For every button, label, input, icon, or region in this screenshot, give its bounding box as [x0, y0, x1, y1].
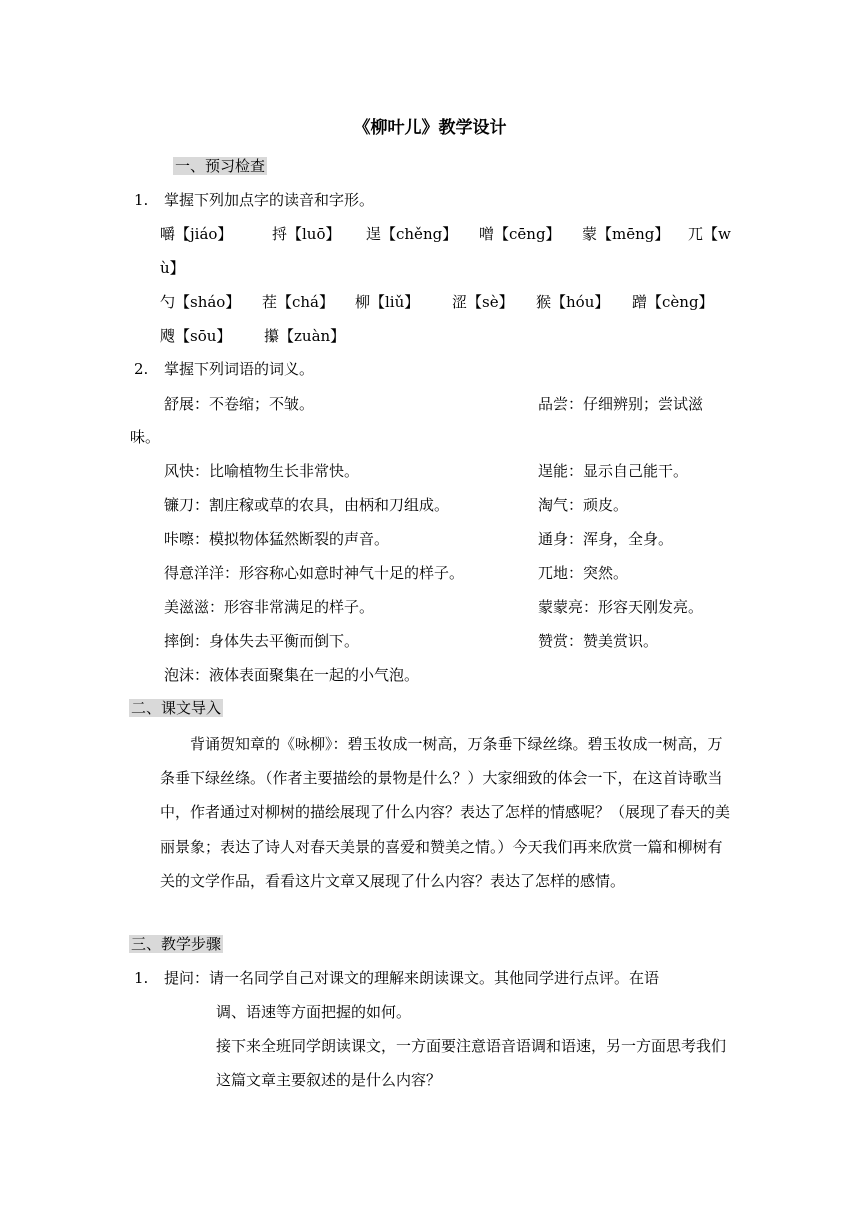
- vocab-entry: 兀地：突然。: [538, 564, 629, 582]
- vocab-entry: 淘气：顽皮。: [538, 496, 629, 514]
- pinyin-entry: 蹭【cèng】: [632, 293, 714, 311]
- pinyin-entry: 勺【sháo】: [160, 293, 241, 311]
- list-item: [134, 358, 314, 380]
- pinyin-entry: 蒙【mēng】: [582, 225, 670, 243]
- vocab-entry: 逞能：显示自己能干。: [538, 462, 689, 480]
- vocab-entry: 摔倒：身体失去平衡而倒下。: [164, 632, 360, 650]
- pinyin-entry: 飕【sōu】: [160, 327, 232, 345]
- vocab-entry: 赞赏：赞美赏识。: [538, 632, 659, 650]
- section-heading-label: 三、教学步骤: [131, 935, 222, 953]
- section-heading-label: 一、预习检查: [175, 157, 266, 175]
- document-title: 《柳叶儿》教学设计: [353, 118, 507, 138]
- pinyin-entry: 攥【zuàn】: [264, 327, 346, 345]
- list-item: [134, 189, 374, 211]
- vocab-entry: 美滋滋：形容非常满足的样子。: [164, 598, 375, 616]
- vocab-entry: 泡沫：液体表面聚集在一起的小气泡。: [164, 666, 420, 684]
- section-heading-label: 二、课文导入: [131, 699, 222, 717]
- vocab-entry: 舒展：不卷缩；不皱。: [164, 395, 315, 413]
- pinyin-entry-wrap: ù】: [160, 259, 185, 277]
- list-item-continuation: 调、语速等方面把握的如何。: [216, 1003, 412, 1021]
- list-item: [134, 967, 659, 989]
- intro-paragraph-text: 背诵贺知章的《咏柳》：碧玉妆成一树高，万条垂下绿丝绦。碧玉妆成一树高，万条垂下绿丝绦。（作者主要描绘的景物是什么？）大家细致的体会一下，在这首诗歌当中，作者通过对柳树的描绘展现了什么内容？表达了怎样的情感呢？（展现了春天的美丽景象；表达了诗人对春天美景的喜爱和赞美之情。）今天我们再来欣赏一篇和柳树有关的文学作品，看看这片文章又展现了什么内容？表达了怎样的感情。: [160, 735, 731, 890]
- vocab-entry: 咔嚓：模拟物体猛然断裂的声音。: [164, 530, 390, 548]
- list-item-text: 掌握下列词语的词义。: [164, 360, 315, 378]
- pinyin-entry: 柳【liǔ】: [355, 293, 420, 311]
- vocab-entry: 通身：浑身，全身。: [538, 530, 674, 548]
- pinyin-entry: 涩【sè】: [452, 293, 514, 311]
- list-item-text: 提问：请一名同学自己对课文的理解来朗读课文。其他同学进行点评。在语: [164, 969, 660, 987]
- vocab-entry: 蒙蒙亮：形容天刚发亮。: [538, 598, 704, 616]
- vocab-entry: 品尝：仔细辨别；尝试滋: [538, 395, 704, 413]
- pinyin-entry: 逞【chěng】: [366, 225, 458, 243]
- list-number: 2.: [134, 360, 149, 378]
- pinyin-entry: 猴【hóu】: [536, 293, 610, 311]
- pinyin-entry: 兀【w: [688, 225, 731, 243]
- list-number: 1.: [134, 191, 149, 209]
- vocab-entry: 得意洋洋：形容称心如意时神气十足的样子。: [164, 564, 465, 582]
- section-heading-teaching-steps: [129, 933, 223, 955]
- vocab-entry: 镰刀：割庄稼或草的农具，由柄和刀组成。: [164, 496, 450, 514]
- vocab-entry-wrap: 味。: [130, 428, 161, 446]
- pinyin-entry: 噌【cēng】: [479, 225, 561, 243]
- reading-instruction-paragraph: [216, 1029, 732, 1097]
- reading-instruction-text: 接下来全班同学朗读课文，一方面要注意语音语调和语速，另一方面思考我们这篇文章主要叙述的是什么内容？: [216, 1037, 727, 1089]
- list-number: 1.: [134, 969, 149, 987]
- list-item-text: 掌握下列加点字的读音和字形。: [164, 191, 375, 209]
- pinyin-entry: 捋【luō】: [272, 225, 341, 243]
- pinyin-entry: 茬【chá】: [262, 293, 335, 311]
- section-heading-preview-check: [173, 155, 267, 177]
- section-heading-introduction: [129, 697, 223, 719]
- intro-paragraph: [160, 727, 732, 898]
- vocab-entry: 风快：比喻植物生长非常快。: [164, 462, 360, 480]
- pinyin-entry: 嚼【jiáo】: [160, 225, 233, 243]
